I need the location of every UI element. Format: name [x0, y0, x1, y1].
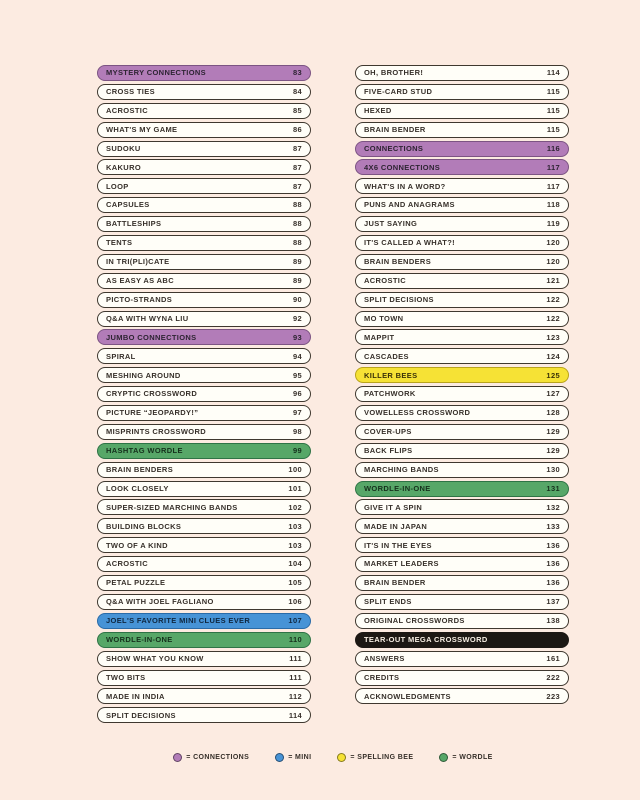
toc-entry-title: LOOK CLOSELY — [106, 483, 169, 493]
toc-entry-title: COVER-UPS — [364, 427, 412, 437]
toc-entry — [355, 159, 569, 175]
toc-entry-page: 129 — [546, 427, 560, 437]
toc-entry-page: 97 — [292, 408, 302, 418]
toc-entry-title: TEAR-OUT MEGA CROSSWORD — [364, 634, 488, 644]
toc-entry-title: BRAIN BENDERS — [364, 257, 432, 267]
toc-entry-title: BRAIN BENDER — [364, 578, 426, 588]
toc-entry-page: 101 — [288, 483, 302, 493]
toc-entry — [97, 254, 311, 270]
toc-entry — [97, 273, 311, 289]
toc-entry — [97, 235, 311, 251]
toc-entry-page: 131 — [546, 483, 560, 493]
toc-entry-page: 123 — [546, 332, 560, 342]
toc-entry-title: WORDLE-IN-ONE — [106, 634, 173, 644]
toc-entry-page: 92 — [292, 313, 302, 323]
toc-entry-title: JOEL'S FAVORITE MINI CLUES EVER — [106, 616, 251, 626]
toc-entry-page: 111 — [289, 672, 302, 682]
legend-item-connections — [173, 753, 249, 762]
toc-entry-title: TENTS — [106, 238, 133, 248]
toc-entry — [355, 216, 569, 232]
toc-entry — [355, 443, 569, 459]
toc-entry-title: MYSTERY CONNECTIONS — [106, 68, 206, 78]
toc-entry-page: 105 — [288, 578, 302, 588]
toc-entry-page: 88 — [292, 200, 302, 210]
toc-entry-title: WHAT'S MY GAME — [106, 124, 178, 134]
toc-entry-page: 87 — [292, 162, 302, 172]
toc-entry — [355, 103, 569, 119]
toc-entry — [97, 386, 311, 402]
toc-entry-page: 102 — [288, 502, 302, 512]
toc-entry-page: 129 — [546, 446, 560, 456]
toc-entry-title: SPLIT DECISIONS — [106, 710, 176, 720]
toc-entry — [355, 292, 569, 308]
toc-entry-page: 98 — [292, 427, 302, 437]
toc-entry-page: 84 — [292, 87, 302, 97]
toc-entry-page: 103 — [288, 521, 302, 531]
toc-entry-title: MARCHING BANDS — [364, 464, 439, 474]
toc-entry-title: BUILDING BLOCKS — [106, 521, 182, 531]
toc-entry-page: 124 — [546, 351, 560, 361]
toc-entry-page: 106 — [288, 597, 302, 607]
toc-entry-page: 222 — [546, 672, 560, 682]
toc-entry — [355, 481, 569, 497]
toc-entry — [355, 424, 569, 440]
toc-entry — [97, 613, 311, 629]
toc-entry-page: 118 — [546, 200, 560, 210]
toc-entry-title: SPIRAL — [106, 351, 136, 361]
toc-entry — [97, 103, 311, 119]
toc-entry-page: 93 — [292, 332, 302, 342]
toc-entry — [97, 651, 311, 667]
toc-entry — [355, 537, 569, 553]
toc-entry-page: 85 — [292, 106, 302, 116]
toc-entry-title: LOOP — [106, 181, 129, 191]
toc-entry-title: CRYPTIC CROSSWORD — [106, 389, 198, 399]
legend-dot-mini-icon — [275, 753, 284, 762]
toc-entry-title: ACROSTIC — [364, 276, 406, 286]
toc-entry — [355, 311, 569, 327]
toc-entry-page: 128 — [546, 408, 560, 418]
toc-entry-page: 88 — [292, 238, 302, 248]
toc-entry — [97, 670, 311, 686]
toc-entry-title: BRAIN BENDERS — [106, 464, 174, 474]
toc-entry-page: 114 — [288, 710, 302, 720]
toc-entry-page: 95 — [292, 370, 302, 380]
toc-entry-page: 115 — [546, 124, 560, 134]
toc-entry-page: 112 — [288, 691, 302, 701]
toc-entry-page: 94 — [292, 351, 302, 361]
toc-entry — [355, 367, 569, 383]
toc-entry — [355, 594, 569, 610]
legend-item-mini — [275, 753, 311, 762]
toc-entry-title: TWO BITS — [106, 672, 146, 682]
toc-entry-page: 104 — [288, 559, 302, 569]
toc-entry — [355, 613, 569, 629]
toc-entry — [97, 518, 311, 534]
legend-dot-connections-icon — [173, 753, 182, 762]
toc-entry — [355, 122, 569, 138]
toc-entry-page: 103 — [288, 540, 302, 550]
toc-entry-title: IN TRI(PLI)CATE — [106, 257, 170, 267]
toc-entry-title: PICTO-STRANDS — [106, 294, 173, 304]
toc-entry-title: FIVE-CARD STUD — [364, 87, 433, 97]
toc-entry-title: SUPER-SIZED MARCHING BANDS — [106, 502, 238, 512]
toc-entry — [355, 575, 569, 591]
toc-entry — [97, 65, 311, 81]
toc-entry — [97, 481, 311, 497]
toc-entry-title: MESHING AROUND — [106, 370, 181, 380]
toc-entry — [97, 575, 311, 591]
toc-entry-title: Q&A WITH WYNA LIU — [106, 313, 189, 323]
toc-entry — [355, 499, 569, 515]
toc-entry-title: KAKURO — [106, 162, 142, 172]
toc-entry — [97, 141, 311, 157]
toc-entry-page: 116 — [546, 143, 560, 153]
toc-entry — [97, 632, 311, 648]
toc-entry-title: HASHTAG WORDLE — [106, 446, 183, 456]
toc-entry-title: ORIGINAL CROSSWORDS — [364, 616, 465, 626]
toc-entry-page: 117 — [546, 181, 560, 191]
toc-entry — [355, 178, 569, 194]
toc-entry-page: 83 — [292, 68, 302, 78]
toc-entry-title: HEXED — [364, 106, 392, 116]
toc-entry — [355, 273, 569, 289]
toc-entry-page: 114 — [546, 68, 560, 78]
toc-entry-page: 125 — [546, 370, 560, 380]
toc-entry-title: AS EASY AS ABC — [106, 276, 174, 286]
toc-entry-title: JUMBO CONNECTIONS — [106, 332, 197, 342]
toc-entry-title: SPLIT DECISIONS — [364, 294, 434, 304]
toc-entry-title: GIVE IT A SPIN — [364, 502, 423, 512]
toc-entry — [355, 235, 569, 251]
toc-entry-page: 87 — [292, 181, 302, 191]
toc-entry-page: 122 — [546, 294, 560, 304]
toc-entry — [97, 367, 311, 383]
toc-entry-title: MAPPIT — [364, 332, 395, 342]
toc-entry-title: WORDLE-IN-ONE — [364, 483, 431, 493]
toc-entry-title: MO TOWN — [364, 313, 404, 323]
toc-entry-title: SUDOKU — [106, 143, 141, 153]
toc-entry-title: KILLER BEES — [364, 370, 418, 380]
toc-column-left — [97, 65, 311, 723]
toc-entry-title: SHOW WHAT YOU KNOW — [106, 653, 204, 663]
toc-entry-title: TWO OF A KIND — [106, 540, 168, 550]
toc-entry-page: 111 — [289, 653, 302, 663]
toc-entry-title: MADE IN INDIA — [106, 691, 165, 701]
toc-entry — [97, 329, 311, 345]
toc-entry-page: 136 — [546, 540, 560, 550]
toc-entry — [355, 141, 569, 157]
toc-entry — [355, 84, 569, 100]
toc-entry — [355, 651, 569, 667]
toc-entry-title: BATTLESHIPS — [106, 219, 162, 229]
toc-entry — [355, 688, 569, 704]
toc-entry-title: BRAIN BENDER — [364, 124, 426, 134]
toc-entry-page: 161 — [546, 653, 560, 663]
toc-column-right — [355, 65, 569, 704]
toc-entry-title: ACKNOWLEDGMENTS — [364, 691, 451, 701]
legend-item-wordle — [439, 753, 492, 762]
toc-entry — [97, 197, 311, 213]
toc-entry-title: Q&A WITH JOEL FAGLIANO — [106, 597, 214, 607]
toc-entry-title: PUNS AND ANAGRAMS — [364, 200, 455, 210]
toc-entry-page: 89 — [292, 276, 302, 286]
toc-entry-page: 87 — [292, 143, 302, 153]
toc-entry — [97, 178, 311, 194]
toc-entry-page: 133 — [546, 521, 560, 531]
toc-entry-title: OH, BROTHER! — [364, 68, 424, 78]
toc-entry-page: 119 — [546, 219, 560, 229]
toc-entry-page: 138 — [546, 616, 560, 626]
toc-entry — [97, 537, 311, 553]
toc-entry — [355, 386, 569, 402]
toc-entry-title: CASCADES — [364, 351, 409, 361]
toc-entry-title: PICTURE “JEOPARDY!” — [106, 408, 199, 418]
toc-entry-title: ANSWERS — [364, 653, 405, 663]
toc-entry-page: 136 — [546, 559, 560, 569]
toc-entry-title: SPLIT ENDS — [364, 597, 412, 607]
toc-entry-page: 223 — [546, 691, 560, 701]
toc-entry-title: PATCHWORK — [364, 389, 416, 399]
toc-entry-page: 99 — [292, 446, 302, 456]
legend-dot-wordle-icon — [439, 753, 448, 762]
toc-entry — [355, 632, 569, 648]
toc-entry — [97, 216, 311, 232]
toc-entry — [355, 197, 569, 213]
toc-entry-title: MARKET LEADERS — [364, 559, 439, 569]
legend-label: = SPELLING BEE — [350, 754, 414, 761]
toc-entry — [97, 443, 311, 459]
toc-entry-title: IT'S CALLED A WHAT?! — [364, 238, 455, 248]
toc-entry-page: 122 — [546, 313, 560, 323]
toc-entry — [355, 556, 569, 572]
toc-entry-page: 115 — [546, 106, 560, 116]
toc-entry — [97, 499, 311, 515]
toc-entry — [97, 292, 311, 308]
toc-entry — [355, 405, 569, 421]
toc-entry — [355, 65, 569, 81]
toc-entry — [97, 348, 311, 364]
toc-entry-page: 121 — [546, 276, 560, 286]
toc-entry-page: 117 — [546, 162, 560, 172]
toc-entry — [97, 707, 311, 723]
toc-entry — [97, 122, 311, 138]
toc-entry — [355, 254, 569, 270]
legend-label: = MINI — [288, 754, 312, 761]
toc-entry-title: JUST SAYING — [364, 219, 418, 229]
toc-entry-page: 96 — [292, 389, 302, 399]
toc-entry-title: CAPSULES — [106, 200, 150, 210]
toc-entry — [97, 424, 311, 440]
toc-entry — [97, 159, 311, 175]
toc-entry-page: 89 — [292, 257, 302, 267]
toc-entry-page: 120 — [546, 257, 560, 267]
toc-entry — [97, 594, 311, 610]
toc-entry-title: WHAT'S IN A WORD? — [364, 181, 446, 191]
toc-entry-page: 90 — [292, 294, 302, 304]
toc-entry-title: CREDITS — [364, 672, 400, 682]
toc-entry-title: IT'S IN THE EYES — [364, 540, 432, 550]
legend-dot-spelling-bee-icon — [337, 753, 346, 762]
toc-entry-page: 115 — [546, 87, 560, 97]
toc-entry-page: 100 — [288, 464, 302, 474]
toc-entry-page: 132 — [546, 502, 560, 512]
toc-entry — [97, 556, 311, 572]
toc-entry-title: PETAL PUZZLE — [106, 578, 166, 588]
toc-entry — [355, 518, 569, 534]
toc-entry — [97, 688, 311, 704]
legend-label: = CONNECTIONS — [186, 754, 250, 761]
toc-entry — [355, 348, 569, 364]
toc-entry-page: 137 — [546, 597, 560, 607]
toc-entry-page: 86 — [292, 124, 302, 134]
toc-entry — [97, 405, 311, 421]
toc-entry-page: 136 — [546, 578, 560, 588]
toc-entry-title: ACROSTIC — [106, 559, 148, 569]
toc-entry-title: BACK FLIPS — [364, 446, 413, 456]
toc-entry — [355, 329, 569, 345]
legend — [13, 753, 640, 762]
toc-entry-title: MISPRINTS CROSSWORD — [106, 427, 206, 437]
toc-entry — [355, 462, 569, 478]
toc-entry-title: VOWELLESS CROSSWORD — [364, 408, 471, 418]
toc-entry-page: 127 — [546, 389, 560, 399]
toc-entry-title: 4X6 CONNECTIONS — [364, 162, 441, 172]
toc-entry — [355, 670, 569, 686]
toc-entry — [97, 311, 311, 327]
toc-entry-page: 120 — [546, 238, 560, 248]
toc-entry-title: MADE IN JAPAN — [364, 521, 428, 531]
toc-entry-page: 110 — [288, 634, 302, 644]
toc-entry-title: ACROSTIC — [106, 106, 148, 116]
toc-entry — [97, 84, 311, 100]
legend-label: = WORDLE — [452, 754, 493, 761]
toc-entry-title: CROSS TIES — [106, 87, 155, 97]
legend-item-spelling-bee — [337, 753, 413, 762]
toc-entry-title: CONNECTIONS — [364, 143, 424, 153]
toc-entry-page: 107 — [288, 616, 302, 626]
toc-entry-page: 130 — [546, 464, 560, 474]
toc-entry-page: 88 — [292, 219, 302, 229]
toc-entry — [97, 462, 311, 478]
